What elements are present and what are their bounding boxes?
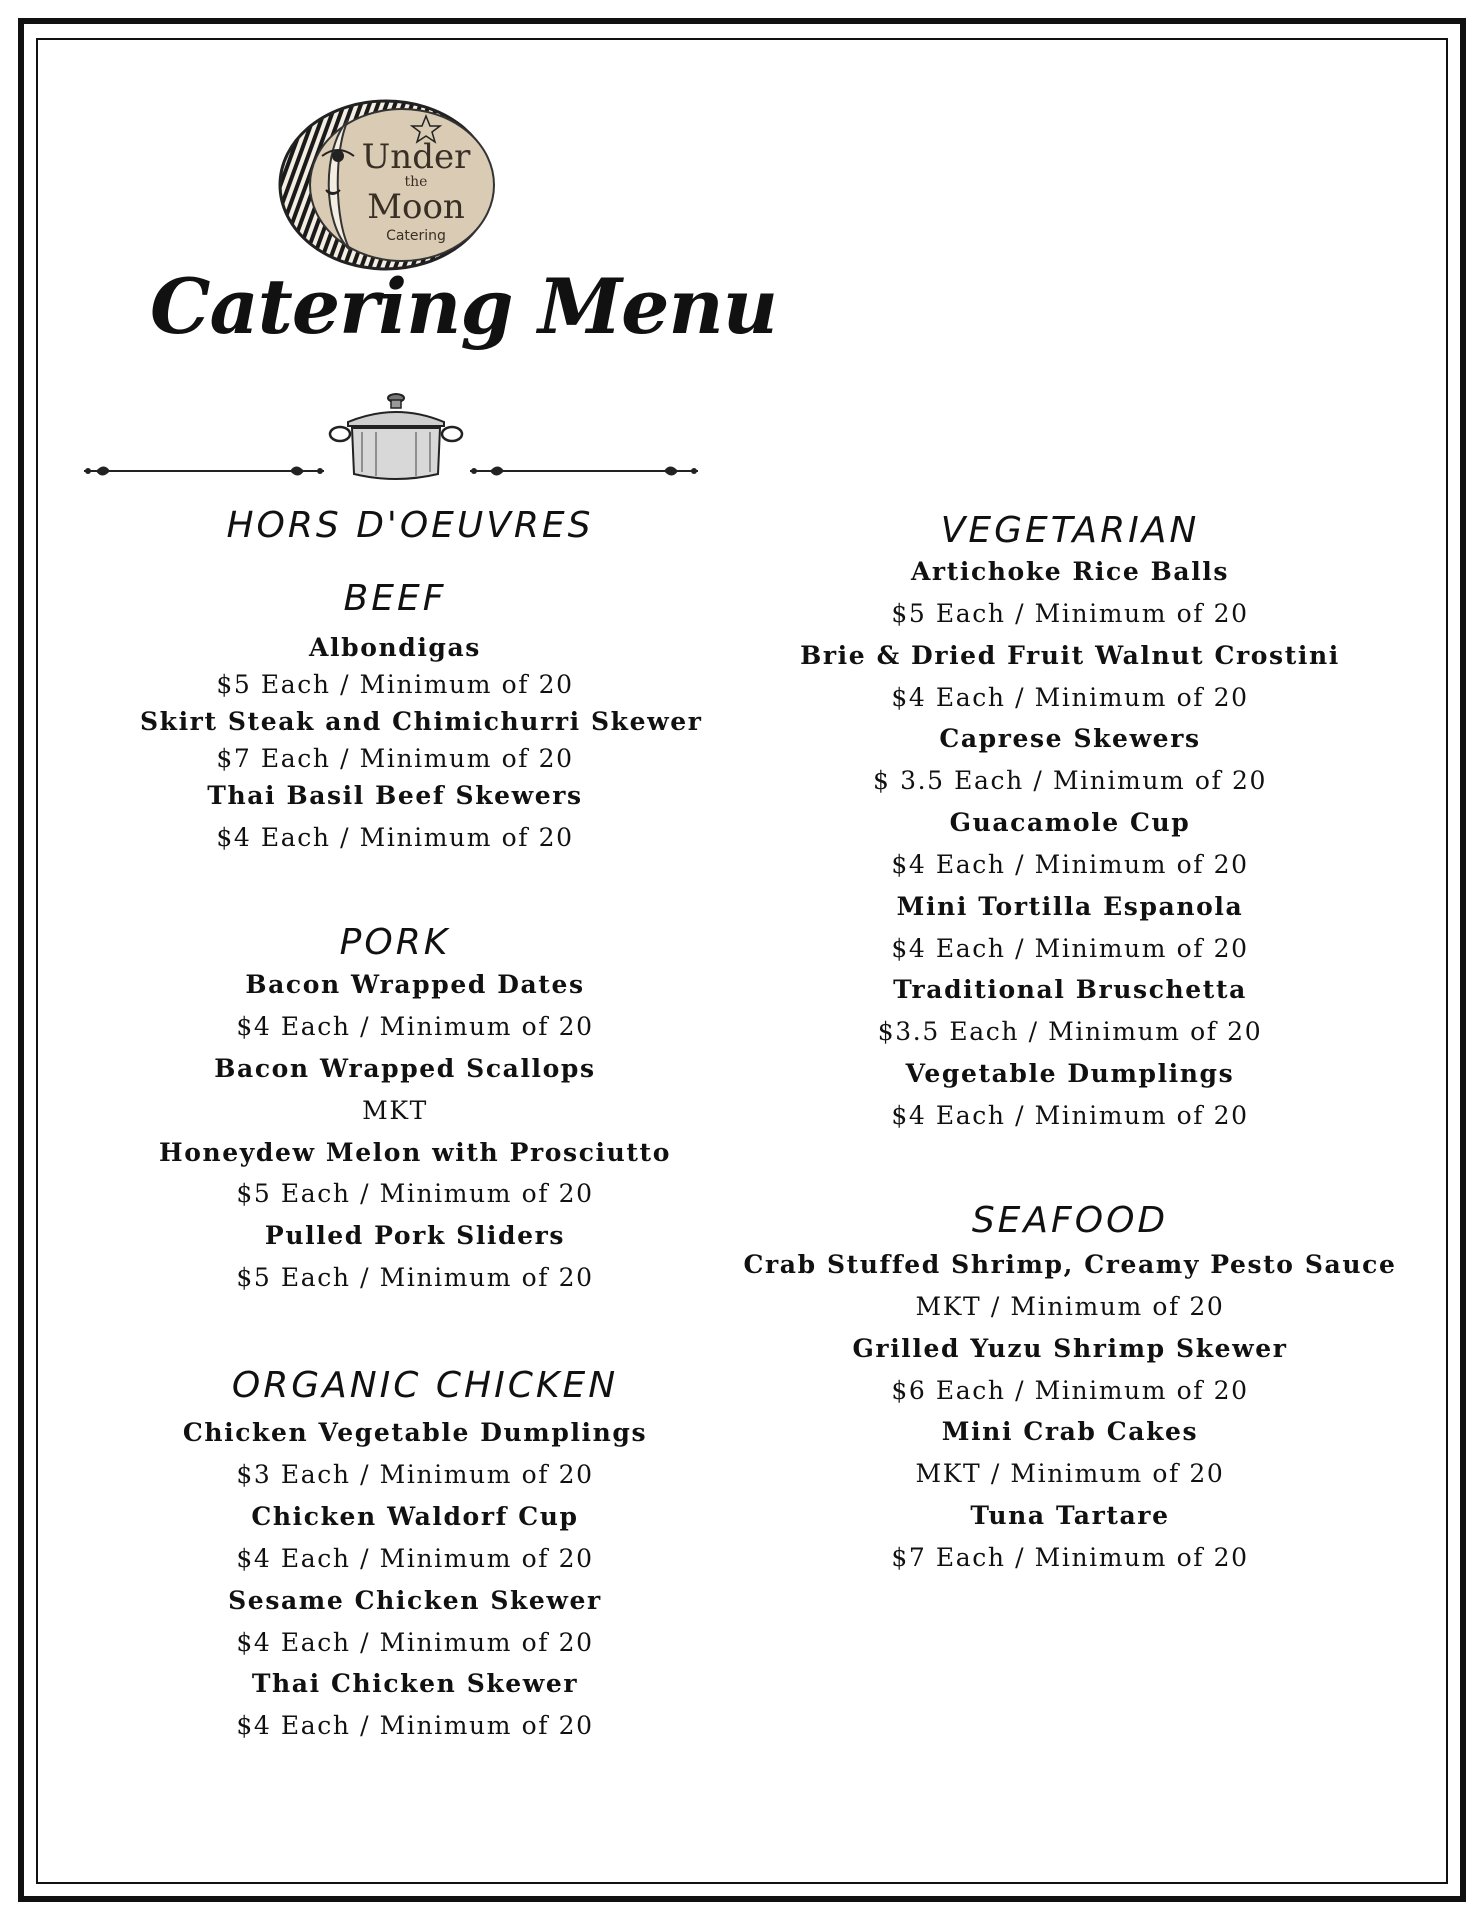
menu-item-name: Mini Crab Cakes [941,1417,1199,1446]
menu-item-price: $4 Each / Minimum of 20 [891,683,1249,712]
pork-section-title: PORK [339,922,451,963]
menu-item-price: $3 Each / Minimum of 20 [236,1460,594,1489]
menu-item-price: $4 Each / Minimum of 20 [891,850,1249,879]
menu-item-price: MKT / Minimum of 20 [915,1459,1225,1488]
menu-item-price: MKT [362,1096,428,1125]
logo-text-under: Under [361,137,471,177]
menu-item-price: $6 Each / Minimum of 20 [891,1376,1249,1405]
menu-item-price: $5 Each / Minimum of 20 [236,1179,594,1208]
menu-item-name: Brie & Dried Fruit Walnut Crostini [800,641,1340,670]
menu-item-name: Bacon Wrapped Dates [245,970,585,999]
menu-item-name: Artichoke Rice Balls [910,557,1230,586]
menu-item-price: $5 Each / Minimum of 20 [891,599,1249,628]
menu-item-price: $4 Each / Minimum of 20 [236,1544,594,1573]
menu-item-price: $7 Each / Minimum of 20 [891,1543,1249,1572]
menu-item-price: MKT / Minimum of 20 [915,1292,1225,1321]
menu-item-name: Chicken Vegetable Dumplings [182,1418,648,1447]
menu-item-name: Bacon Wrapped Scallops [214,1054,596,1083]
menu-item-name: Honeydew Melon with Prosciutto [159,1138,671,1167]
menu-item-name: Thai Basil Beef Skewers [207,781,583,810]
menu-item-name: Albondigas [309,633,481,662]
menu-item-price: $4 Each / Minimum of 20 [891,1101,1249,1130]
menu-item-name: Sesame Chicken Skewer [228,1586,602,1615]
menu-item-name: Thai Chicken Skewer [251,1669,579,1698]
organic-chicken-section-title: ORGANIC CHICKEN [231,1365,619,1406]
vegetarian-section-title: VEGETARIAN [940,510,1200,551]
logo-text-the: the [404,174,428,190]
menu-item-name: Tuna Tartare [970,1501,1170,1530]
under-the-moon-logo [276,98,506,272]
menu-item-price: $5 Each / Minimum of 20 [216,670,574,699]
seafood-section-title: SEAFOOD [971,1200,1169,1241]
pot-divider-ornament [78,392,708,488]
menu-item-price: $7 Each / Minimum of 20 [216,744,574,773]
menu-item-name: Crab Stuffed Shrimp, Creamy Pesto Sauce [743,1250,1397,1279]
menu-item-price: $4 Each / Minimum of 20 [891,934,1249,963]
menu-item-name: Pulled Pork Sliders [264,1221,566,1250]
menu-item-name: Skirt Steak and Chimichurri Skewer [140,707,703,736]
menu-item-name: Grilled Yuzu Shrimp Skewer [852,1334,1288,1363]
menu-item-name: Traditional Bruschetta [893,975,1247,1004]
page-title: Catering Menu [150,262,777,351]
logo-text-moon: Moon [367,187,465,227]
menu-item-name: Chicken Waldorf Cup [251,1502,579,1531]
menu-item-name: Vegetable Dumplings [905,1059,1235,1088]
menu-item-name: Mini Tortilla Espanola [896,892,1244,921]
hors-doeuvres-heading: HORS D'OEUVRES [226,505,594,546]
menu-item-price: $4 Each / Minimum of 20 [236,1711,594,1740]
logo-text-catering: Catering [386,228,446,244]
menu-item-price: $4 Each / Minimum of 20 [216,823,574,852]
menu-item-price: $5 Each / Minimum of 20 [236,1263,594,1292]
menu-item-name: Guacamole Cup [949,808,1191,837]
beef-section-title: BEEF [343,578,447,619]
menu-item-price: $3.5 Each / Minimum of 20 [877,1017,1263,1046]
menu-item-price: $4 Each / Minimum of 20 [236,1628,594,1657]
menu-item-name: Caprese Skewers [939,724,1201,753]
menu-item-price: $4 Each / Minimum of 20 [236,1012,594,1041]
menu-item-price: $ 3.5 Each / Minimum of 20 [873,766,1267,795]
